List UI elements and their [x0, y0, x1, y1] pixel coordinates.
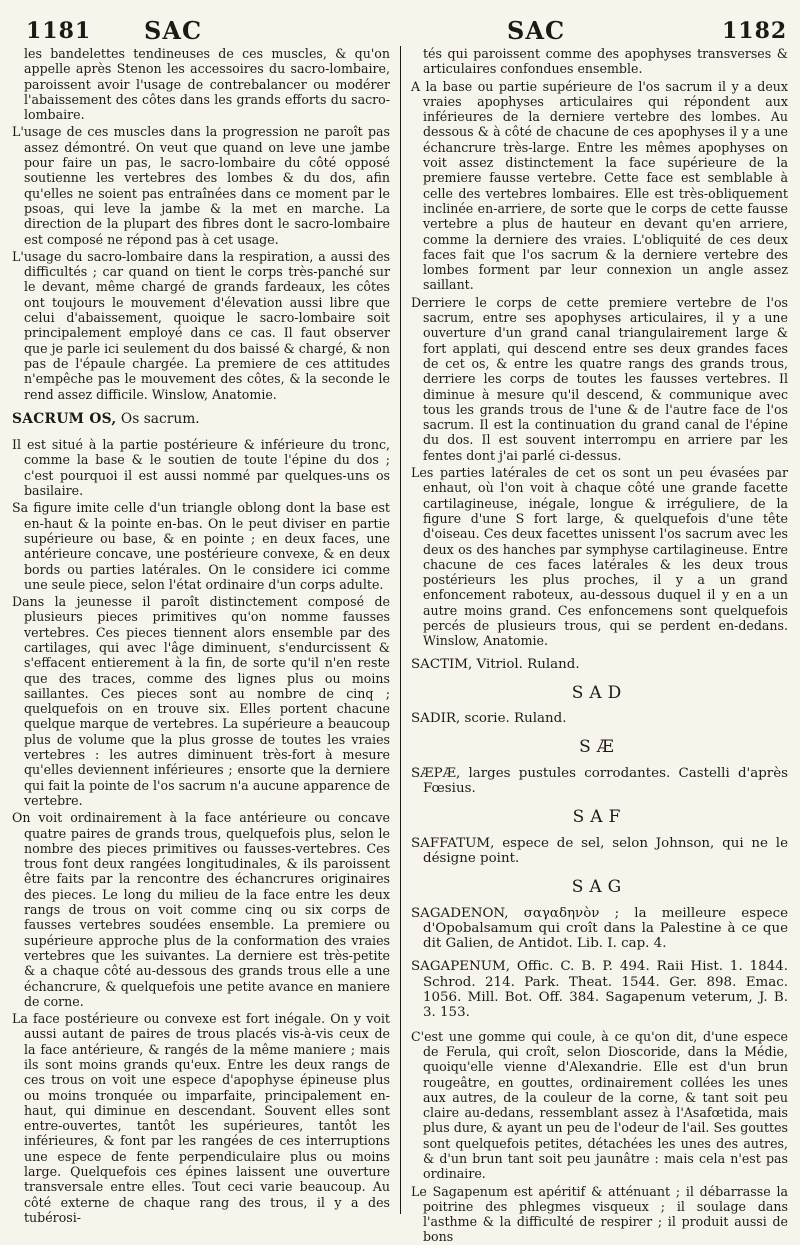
entry-headword: SAGADENON,: [411, 905, 509, 921]
right-column: [400, 46, 788, 1245]
dictionary-entry: [12, 412, 390, 427]
dictionary-entry: [411, 906, 788, 952]
text-columns: [12, 46, 788, 1245]
entry-headword: SAFFATUM,: [411, 835, 495, 851]
dictionary-entry: [411, 766, 788, 797]
entry-definition: Os sacrum.: [116, 410, 200, 427]
text-paragraph: On voit ordinairement à la face antérieure ou concave quatre paires de grands trous, quelquefois plus, selon le nombre des pieces primitives ou fausses-vertebres. Ces trous font deux rangées longitudinales, & ils paroissent être faits par la rencontre des échancrures originaires des pieces. Le long du milieu de la face entre les deux rangs de trous on voit comme cinq ou six corps de fausses vertebres soudées ensemble. La premiere ou supérieure approche plus de la conformation des vraies vertebres que les suivantes. La derniere est très-petite & a chaque côté au-dessous des grands trous elle a une échancrure, & quelquefois une petite avance en maniere de corne.: [12, 810, 390, 1009]
text-paragraph: Dans la jeunesse il paroît distinctement composé de plusieurs pieces primitives qu'on nomme fausses vertebres. Ces pieces tiennent alors ensemble par des cartilages, qui avec l'âge diminuent, s'endurcissent & s'effacent entierement à la fin, de sorte qu'il n'en reste que des traces, comme des lignes plus ou moins saillantes. Ces pieces sont au nombre de cinq ; quelquefois on en trouve six. Elles portent chacune quelque marque de vertebres. La supérieure a beaucoup plus de volume que la plus grosse de toutes les vraies vertebres : les autres diminuent très-fort à mesure qu'elles deviennent inférieures ; ensorte que la derniere qui fait la pointe de l'os sacrum n'a aucune apparence de vertebre.: [12, 594, 390, 808]
page-header: [12, 4, 788, 52]
running-head-left: SAC: [144, 16, 203, 45]
text-paragraph: L'usage du sacro-lombaire dans la respiration, a aussi des difficultés ; car quand on tient le corps très-panché sur le devant, même chargé de grands fardeaux, les côtes ont toujours le mouvement d'élevation aussi libre que celui d'abaissement, quoique le sacro-lombaire soit principalement employé dans ce cas. Il faut observer que je parle ici seulement du dos baissé & chargé, & non pas de l'épaule chargée. La premiere de ces attitudes n'empêche pas le mouvement des côtes, & la seconde le rend assez difficile. Winslow, Anatomie.: [12, 248, 390, 402]
section-heading: SAG: [571, 877, 628, 898]
text-paragraph: Sa figure imite celle d'un triangle oblong dont la base est en-haut & la pointe en-bas. On le peut diviser en partie supérieure ou base, & en pointe ; en deux faces, une antérieure concave, une postérieure convexe, & en deux bords ou parties latérales. On le considere ici comme une seule piece, selon l'état ordinaire d'un corps adulte.: [12, 500, 390, 592]
page-number-left: 1181: [26, 18, 92, 44]
page-number-right: 1182: [722, 18, 788, 44]
entry-definition: Vitriol. Ruland.: [472, 656, 580, 672]
text-paragraph: Le Sagapenum est apéritif & atténuant ; il débarrasse la poitrine des phlegmes visqueux ; il soulage dans l'asthme & la difficulté de respirer ; il produit aussi de bons: [411, 1183, 788, 1245]
dictionary-entry: [411, 657, 788, 672]
dictionary-entry: [411, 836, 788, 867]
section-heading: SAF: [572, 807, 627, 828]
entry-definition: scorie. Ruland.: [460, 711, 567, 727]
section-heading: SÆ: [579, 737, 620, 758]
running-head-right: SAC: [507, 16, 566, 45]
entry-headword: SACRUM OS,: [12, 410, 117, 427]
text-paragraph: C'est une gomme qui coule, à ce qu'on dit, d'une espece de Ferula, qui croît, selon Dioscoride, dans la Médie, quoiqu'elle vienne d'Alexandrie. Elle est d'un brun rougeâtre, en gouttes, ordinairement collées les unes aux autres, de la couleur de la corne, & tant soit peu claire au-dedans, ressemblant assez à l'Asafœtida, mais plus dure, & ayant un peu de l'odeur de l'ail. Ses gouttes sont quelquefois petites, détachées les unes des autres, & d'un brun tant soit peu jaunâtre : mais cela n'est pas ordinaire.: [411, 1028, 788, 1182]
entry-definition: σαγαδηνὸν ; la meilleure espece d'Opobalsamum qui croît dans la Palestine à ce que dit Galien, de Antidot. Lib. I. cap. 4.: [423, 905, 788, 952]
text-paragraph: tés qui paroissent comme des apophyses transverses & articulaires confondues ensemble.: [423, 46, 788, 77]
text-paragraph: L'usage de ces muscles dans la progression ne paroît pas assez démontré. On veut que quand on leve une jambe pour faire un pas, le sacro-lombaire du côté opposé soutienne les vertebres des lombes & du dos, afin qu'elles ne soient pas entraînées dans ce moment par le psoas, qui leve la jambe & la met en marche. La direction de la plupart des fibres dont le sacro-lombaire est composé ne répond pas à cet usage.: [12, 124, 390, 247]
left-column: [12, 46, 400, 1225]
entry-headword: SÆPÆ,: [411, 765, 461, 781]
text-paragraph: A la base ou partie supérieure de l'os sacrum il y a deux vraies apophyses articulaires qui répondent aux inférieures de la derniere vertebre des lombes. Au dessous & à côté de chacune de ces apophyses il y a une échancrure très-large. Entre les mêmes apophyses on voit assez distinctement la face supérieure de la premiere fausse vertebre. Cette face est semblable à celle des vertebres lombaires. Elle est très-obliquement inclinée en-arriere, de sorte que le corps de cette fausse vertebre a plus de hauteur en devant qu'en arriere, comme la derniere des vraies. L'obliquité de ces deux faces fait que l'os sacrum & la derniere vertebre des lombes forment par leur connexion un angle assez saillant.: [411, 78, 788, 293]
entry-definition: larges pustules corrodantes. Castelli d'après Fœsius.: [423, 765, 788, 797]
text-paragraph: Il est situé à la partie postérieure & inférieure du tronc, comme la base & le soutien de toute l'épine du dos ; c'est pourquoi il est aussi nommé par quelques-uns os basilaire.: [12, 437, 390, 499]
section-heading: SAD: [571, 682, 628, 703]
text-paragraph: La face postérieure ou convexe est fort inégale. On y voit aussi autant de paires de trous placés vis-à-vis ceux de la face antérieure, & rangés de la même maniere ; mais ils sont moins grands qu'eux. Entre les deux rangs de ces trous on voit une espece d'apophyse épineuse plus ou moins tronquée ou imparfaite, principalement en-haut, qui diminue en descendant. Souvent elles sont entre-ouvertes, tantôt les supérieures, tantôt les inférieures, & font par les rangées de ces interruptions une espece de fente perpendiculaire plus ou moins large. Quelquefois ces épines laissent une ouverture transversale entre elles. Tout ceci varie beaucoup. Au côté externe de chaque rang des trous, il y a des tubérosi-: [12, 1011, 390, 1225]
text-paragraph: Les parties latérales de cet os sont un peu évasées par enhaut, où l'on voit à chaque côté une grande facette cartilagineuse, inégale, longue & irréguliere, de la figure d'une S fort large, & quelquefois d'une tête d'oiseau. Ces deux facettes unissent l'os sacrum avec les deux os des hanches par symphyse cartilagineuse. Entre chacune de ces faces latérales & les deux trous postérieurs les plus proches, il y a un grand enfoncement raboteux, au-dessous duquel il y en a un autre moins grand. Ces enfoncemens sont quelquefois percés de plusieurs trous, qui se perdent en-dedans. Winslow, Anatomie.: [411, 465, 788, 649]
entry-definition: espece de sel, selon Johnson, qui ne le désigne point.: [423, 835, 788, 866]
dictionary-entry: [411, 711, 788, 726]
text-paragraph: les bandelettes tendineuses de ces muscles, & qu'on appelle après Stenon les accessoires du sacro-lombaire, paroissent avoir l'usage de contrebalancer ou modérer l'abaissement des côtes dans les grands efforts du sacro-lombaire.: [24, 46, 390, 123]
entry-definition: Offic. C. B. P. 494. Raii Hist. 1. 1844. Schrod. 214. Park. Theat. 1544. Ger. 898. Emac. 1056. Mill. Bot. Off. 384. Sagapenum veterum, J. B. 3. 153.: [423, 959, 788, 1021]
entry-headword: SADIR,: [411, 711, 461, 727]
entry-headword: SACTIM,: [411, 656, 473, 672]
text-paragraph: Derriere le corps de cette premiere vertebre de l'os sacrum, entre ses apophyses articulaires, il y a une ouverture d'un grand canal triangulairement large & fort applati, qui descend entre ses deux grandes faces de cet os, & entre les quatre rangs des grands trous, derriere les corps de toutes les fausses vertebres. Il diminue à mesure qu'il descend, & communique avec tous les grands trous de l'une & de l'autre face de l'os sacrum. Il est la continuation du grand canal de l'épine du dos. Il est souvent interrompu en arriere par les fentes dont j'ai parlé ci-dessus.: [411, 294, 788, 463]
dictionary-entry: [411, 959, 788, 1020]
entry-headword: SAGAPENUM,: [411, 959, 510, 975]
